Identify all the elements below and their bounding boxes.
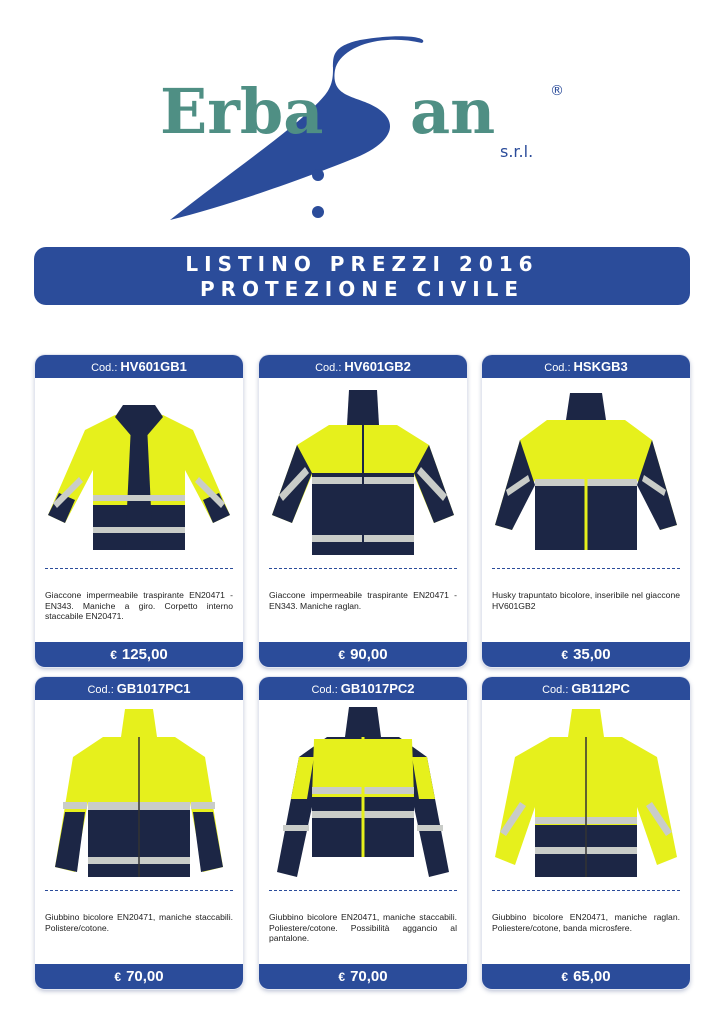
product-price: € 90,00 (259, 642, 467, 667)
logo-suffix: s.r.l. (500, 142, 534, 161)
product-description: Giubbino bicolore EN20471, maniche staccabili. Polistere/cotone. (45, 912, 233, 933)
svg-text:an: an (410, 75, 496, 148)
product-code: HV601GB1 (120, 359, 187, 374)
product-price: € 65,00 (482, 964, 690, 989)
product-card[interactable] (259, 355, 467, 667)
dashed-divider (492, 568, 680, 569)
jacket-photo (45, 707, 233, 877)
jacket-photo (269, 707, 457, 877)
product-price: € 70,00 (259, 964, 467, 989)
jacket-photo (492, 385, 680, 555)
dashed-divider (492, 890, 680, 891)
product-description: Husky trapuntato bicolore, inseribile nel giaccone HV601GB2 (492, 590, 680, 611)
product-price: € 70,00 (35, 964, 243, 989)
product-card[interactable] (482, 677, 690, 989)
jacket-photo (269, 385, 457, 555)
product-code-header: Cod.: GB1017PC2 (259, 677, 467, 700)
product-code-header: Cod.: HSKGB3 (482, 355, 690, 378)
product-code: HSKGB3 (573, 359, 628, 374)
jacket-photo (492, 707, 680, 877)
product-description: Giubbino bicolore EN20471, maniche staccabili. Poliestere/cotone. Possibilità aggancio al pantalone. (269, 912, 457, 943)
logo-text-erba: Erba (160, 75, 324, 148)
dashed-divider (269, 568, 457, 569)
title-banner (34, 247, 690, 305)
product-code-header: Cod.: HV601GB1 (35, 355, 243, 378)
product-code: HV601GB2 (344, 359, 411, 374)
product-description: Giaccone impermeabile traspirante EN20471 - EN343. Maniche a giro. Corpetto interno staccabile EN20471. (45, 590, 233, 621)
product-card[interactable] (35, 355, 243, 667)
product-code-header: Cod.: GB112PC (482, 677, 690, 700)
product-card[interactable] (482, 355, 690, 667)
product-card[interactable] (35, 677, 243, 989)
registered-mark: ® (550, 83, 564, 99)
dashed-divider (45, 568, 233, 569)
product-code: GB1017PC2 (340, 681, 415, 696)
banner-title: LISTINO PREZZI 2016 (185, 252, 539, 276)
product-description: Giubbino bicolore EN20471, maniche raglan. Poliestere/cotone, banda microsfere. (492, 912, 680, 933)
product-card[interactable] (259, 677, 467, 989)
product-code-header: Cod.: HV601GB2 (259, 355, 467, 378)
product-price: € 35,00 (482, 642, 690, 667)
product-price: € 125,00 (35, 642, 243, 667)
product-code: GB112PC (571, 681, 630, 696)
dashed-divider (45, 890, 233, 891)
banner-subtitle: PROTEZIONE CIVILE (199, 277, 525, 301)
company-logo (150, 25, 580, 230)
product-code-header: Cod.: GB1017PC1 (35, 677, 243, 700)
product-code: GB1017PC1 (116, 681, 191, 696)
product-description: Giaccone impermeabile traspirante EN20471 - EN343. Maniche raglan. (269, 590, 457, 611)
jacket-photo (45, 385, 233, 555)
dashed-divider (269, 890, 457, 891)
